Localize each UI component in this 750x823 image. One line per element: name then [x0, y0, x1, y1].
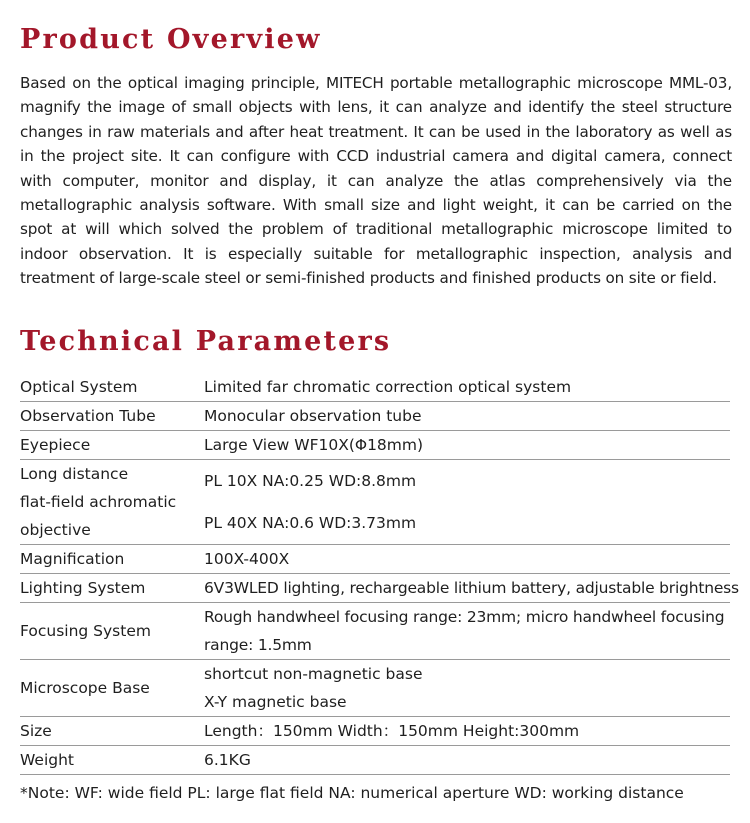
param-row-size — [20, 717, 730, 746]
technical-parameters-table — [20, 373, 739, 775]
param-row-weight — [20, 746, 730, 775]
product-overview-heading: Product Overview — [20, 24, 322, 55]
param-value: PL 10X NA:0.25 WD:8.8mm — [204, 472, 417, 490]
product-overview-text: Based on the optical imaging principle, MITECH portable metallographic microscope MML-03, magnify the image of small objects with lens, it can analyze and identify the steel structure changes in raw materials and after heat treatment. It can be used in the laboratory as well as in the project site. It can configure with CCD industrial camera and digital camera, connect with computer, monitor and display, it can analyze the atlas comprehensively via the metallographic analysis software. With small size and light weight, it can be carried on the spot at will which solved the problem of traditional metallographic microscope limited to indoor observation. It is especially suitable for metallographic inspection, analysis and treatment of large-scale steel or semi-finished products and finished products on site or field. — [20, 74, 732, 288]
param-row-eyepiece — [20, 431, 730, 460]
param-label: Microscope Base — [20, 679, 150, 697]
param-row-observation-tube — [20, 402, 730, 431]
technical-parameters-heading: Technical Parameters — [20, 326, 392, 357]
param-value: shortcut non-magnetic base — [204, 665, 423, 683]
param-row-microscope-base — [20, 660, 730, 717]
param-value: Large View WF10X(Φ18mm) — [204, 436, 424, 454]
param-value: Length：150mm Width：150mm Height:300mm — [204, 722, 580, 740]
param-label: Lighting System — [20, 579, 146, 597]
param-label: Observation Tube — [20, 407, 156, 425]
param-value: 6.1KG — [204, 751, 251, 769]
param-label: Optical System — [20, 378, 138, 396]
param-row-objective — [20, 460, 730, 545]
param-label: Size — [20, 722, 52, 740]
param-value: Monocular observation tube — [204, 407, 422, 425]
param-value: Rough handwheel focusing range: 23mm; micro handwheel focusing range: 1.5mm — [204, 608, 725, 654]
param-row-focusing-system — [20, 603, 730, 660]
param-value: X-Y magnetic base — [204, 693, 347, 711]
param-label: Long distance flat-field achromatic objective — [20, 465, 177, 539]
param-row-magnification — [20, 545, 730, 574]
param-label: Focusing System — [20, 622, 151, 640]
param-row-optical-system — [20, 373, 730, 402]
param-row-lighting-system — [20, 574, 739, 603]
param-value: 100X-400X — [204, 550, 290, 568]
param-value: 6V3WLED lighting, rechargeable lithium battery, adjustable brightness — [204, 579, 739, 597]
param-value: PL 40X NA:0.6 WD:3.73mm — [204, 514, 417, 532]
param-label: Eyepiece — [20, 436, 91, 454]
param-label: Weight — [20, 751, 75, 769]
param-value: Limited far chromatic correction optical system — [204, 378, 572, 396]
param-label: Magnification — [20, 550, 125, 568]
footnote: *Note: WF: wide field PL: large flat field NA: numerical aperture WD: working distance — [20, 784, 684, 802]
